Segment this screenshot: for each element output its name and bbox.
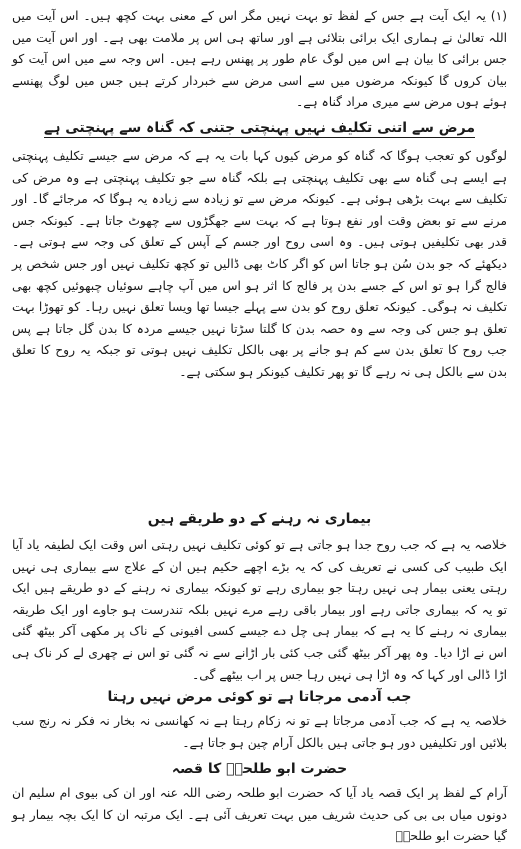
section-heading-death-no-disease: جب آدمی مرجاتا ہے تو کوئی مرض نہیں رہتا [107,689,412,705]
paragraph-physician-anecdote: خلاصہ یہ ہے کہ جب روح جدا ہو جاتی ہے تو کوئی تکلیف نہیں رہتی اس وقت ایک لطیفہ یاد آیا ایک طبیب کی کسی نے تعریف کی کہ یہ بڑے اچھے حکیم ہیں ان کے علاج سے بیماری ہی نہیں رہتی یعنی بیمار ہی نہیں رہتا جو بیماری رہے تو کیونکہ بیماری نہ رہنے کے دو طریقے ہیں ایک تو یہ کہ بیماری جاتی رہے اور بیمار باقی رہے مرے نہیں بلکہ تندرست ہو جاوے اور ایک طریقہ بیماری نہ رہنے کا یہ ہے کہ بیمار ہی چل دے جیسے کسی افیونی کے ناک پر مکھی آکر بیٹھ گئی اس نے اڑا دیا۔ وہ پھر آکر بیٹھ گئی جب کئی بار اڑانے سے نہ گئی تو اس نے چھری لے کر ناک ہی اڑا ڈالی اور کہا کہ وہ اڑا ہی نہیں رہا جس پر اب بیٹھے گی۔ [12,538,507,682]
paragraph-intro-text: یہ ایک آیت ہے جس کے لفظ تو بہت نہیں مگر اس کے معنی بہت کچھ ہیں۔ اس آیت میں اللہ تعالیٰ نے ہماری ایک برائی بتلائی ہے اور ساتھ ہی اس پر ملامت بھی ہے۔ اور اس آیت میں جس برائی کا بیان ہے اس میں لوگ عام طور پر پھنس رہے ہیں۔ اس وجہ سے میں اس آیت کو بیان کروں گا کیونکہ مرضوں میں سے اسی مرض سے خبردار کرتے ہیں جس میں لوگ پھنسے ہوئے ہوں مرض سے میری مراد گناہ ہے۔ [12,9,507,110]
paragraph-intro [12,6,507,112]
section-heading-disease-vs-sin: مرض سے اتنی تکلیف نہیں پہنچتی جتنی کہ گناہ سے پہنچتی ہے [43,120,475,136]
paragraph-number: (۱) [490,9,507,23]
paragraph-sin-pain: لوگوں کو تعجب ہوگا کہ گناہ کو مرض کیوں کہا بات یہ ہے کہ مرض سے جیسے تکلیف پہنچتی ہے ایسے ہی گناہ سے بھی تکلیف پہنچتی ہے بلکہ گناہ سے جو تکلیف پہنچتی ہے وہ مرض کی تکلیف سے بہت بڑھی ہوئی ہے۔ کیونکہ مرض سے تو زیادہ سے زیادہ یہ ہوگا کہ مرجائے گا۔ اور مرنے سے تو بعض وقت اور نفع ہوتا ہے کہ بہت سے جھگڑوں سے چھوٹ جاتا ہے۔ کیونکہ جس قدر بھی تکلیفیں ہوتی ہیں۔ وہ اسی روح اور جسم کے آپس کے تعلق کی وجہ سے ہوتی ہے۔ دیکھئے کہ جو بدن سُن ہو جاتا اس کو اگر کاٹ بھی ڈالیں تو کچھ تکلیف نہیں اور جس شخص پر فالج گرا ہو تو اس کے جسے بدن پر فالج کا اثر ہو اس میں آپ چاہے سوئیاں چبھوئیں کچھ بھی تکلیف نہ ہوگی۔ کیونکہ تعلق روح کو بدن سے پہلے جیسا تھا ویسا تعلق نہیں رہا۔ کو تھوڑا بہت تعلق ہو جس کی وجہ سے وہ حصہ بدن کا گلتا سڑتا نہیں جیسے مردہ کا بدن گل جاتا ہے پس جب روح کا تعلق بدن سے کم ہو جانے پر بھی بالکل تکلیف نہیں ہوتی تو جبکہ یہ روح کا تعلق بدن سے بالکل ہی نہ رہے گا تو پھر تکلیف کیونکر ہو سکتی ہے۔ [12,149,507,379]
paragraph-summary: خلاصہ یہ ہے کہ جب آدمی مرجاتا ہے تو نہ زکام رہتا ہے نہ کھانسی نہ بخار نہ فکر نہ رنج سب بلائیں اور تکلیفیں دور ہو جاتی ہیں بالکل آرام چین ہو جاتا ہے۔ [12,714,507,750]
section-heading-two-ways: بیماری نہ رہنے کے دو طریقے ہیں [147,511,372,527]
section-heading-abu-talha: حضرت ابو طلحہؓ کا قصہ [171,761,348,777]
paragraph-abu-talha-story: آرام کے لفظ پر ایک قصہ یاد آیا کہ حضرت ابو طلحہ رضی اللہ عنہ اور ان کی بیوی ام سلیم ان دونوں میاں بی بی کی حدیث شریف میں بہت تعریف آئی ہے۔ ایک مرتبہ ان کا ایک بچہ بیمار ہو گیا حضرت ابو طلحہؓ [12,786,507,844]
